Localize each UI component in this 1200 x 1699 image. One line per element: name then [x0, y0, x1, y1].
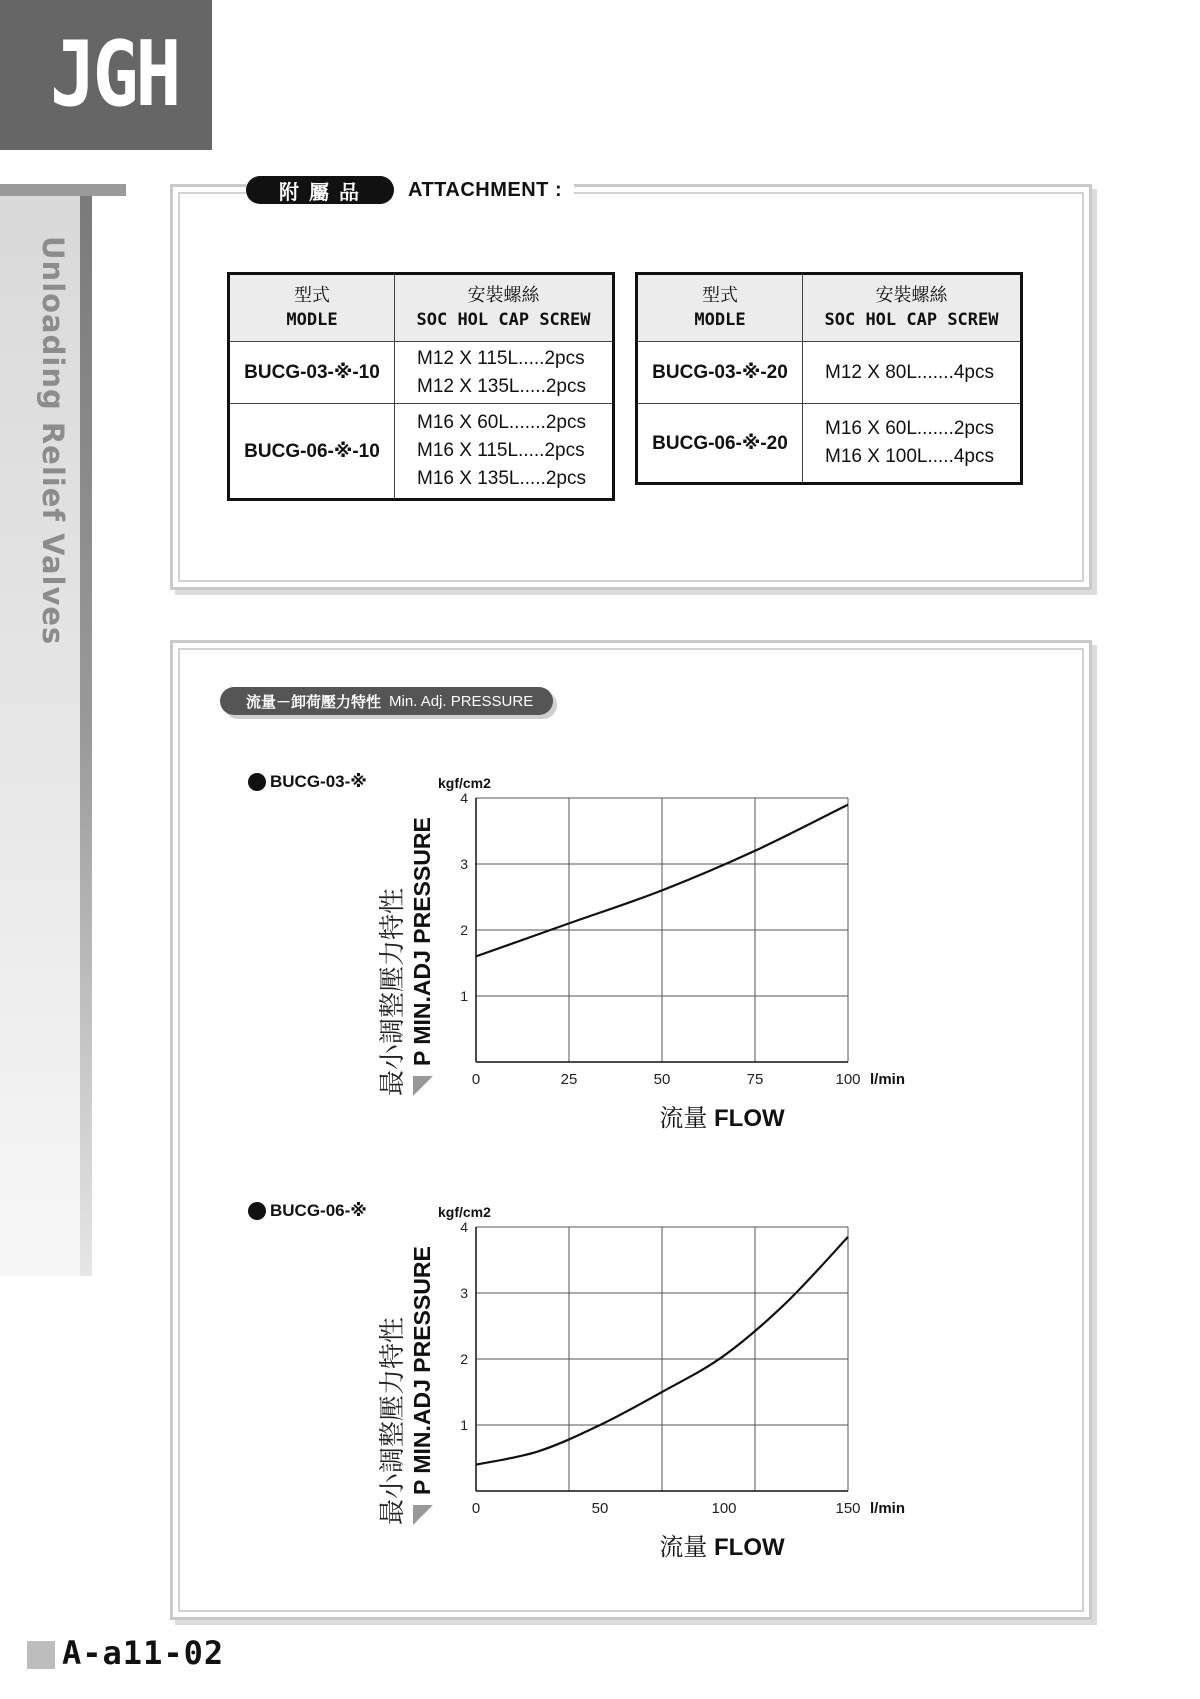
y-tick-label: 1 — [460, 988, 468, 1004]
y-unit-label: kgf/cm2 — [438, 775, 491, 791]
y-tick-label: 2 — [460, 922, 468, 938]
y-tick-label: 4 — [460, 790, 468, 806]
table-header-model: 型式 MODLE — [229, 274, 395, 342]
brand-logo: JGH — [50, 22, 178, 127]
bullet-icon — [248, 1202, 266, 1220]
table-cell-screws: M12 X 115L.....2pcs M12 X 135L.....2pcs — [395, 342, 614, 404]
attachment-table-20 — [635, 272, 1023, 485]
x-tick-label: 150 — [835, 1500, 861, 1517]
y-tick-label: 3 — [460, 856, 468, 872]
x-unit-label: l/min — [870, 1071, 906, 1088]
table-header-screw: 安裝螺絲 SOC HOL CAP SCREW — [803, 274, 1022, 342]
table-cell-model: BUCG-03-※-10 — [229, 342, 395, 404]
attachment-table-10 — [227, 272, 615, 501]
y-tick-label: 4 — [460, 1219, 468, 1235]
y-tick-label: 1 — [460, 1417, 468, 1433]
x-tick-label: 50 — [653, 1071, 671, 1088]
x-tick-label: 100 — [835, 1071, 861, 1088]
x-unit-label: l/min — [870, 1500, 906, 1517]
x-tick-label: 25 — [560, 1071, 578, 1088]
x-tick-label: 75 — [746, 1071, 764, 1088]
attachment-label: ATTACHMENT : — [408, 178, 563, 201]
table-cell-model: BUCG-03-※-20 — [637, 342, 803, 404]
footer-marker — [27, 1641, 55, 1669]
table-header-model: 型式 MODLE — [637, 274, 803, 342]
table-cell-screws: M12 X 80L.......4pcs — [803, 342, 1022, 404]
x-axis-title: 流量 FLOW — [659, 1534, 785, 1561]
x-tick-label: 100 — [711, 1500, 737, 1517]
table-cell-screws: M16 X 60L.......2pcs M16 X 115L.....2pcs M16 X 135L.....2pcs — [395, 404, 614, 500]
chart-2-bucg-06 — [340, 1199, 940, 1599]
y-axis-label-zh: 最小調整壓力特性 — [377, 887, 407, 1096]
x-tick-label: 50 — [591, 1500, 609, 1517]
y-tick-label: 3 — [460, 1285, 468, 1301]
chart-1-series-label: BUCG-03-※ — [248, 772, 367, 792]
table-header-screw: 安裝螺絲 SOC HOL CAP SCREW — [395, 274, 614, 342]
y-axis-label-en: P MIN.ADJ PRESSURE — [409, 636, 436, 1096]
pressure-section-badge: 流量－卸荷壓力特性 Min. Adj. PRESSURE — [220, 687, 553, 715]
y-axis-label-en: P MIN.ADJ PRESSURE — [409, 1065, 436, 1525]
x-tick-label: 0 — [471, 1500, 481, 1517]
table-cell-screws: M16 X 60L.......2pcs M16 X 100L.....4pcs — [803, 404, 1022, 484]
y-unit-label: kgf/cm2 — [438, 1204, 491, 1220]
attachment-heading — [246, 176, 574, 204]
attachment-badge: 附屬品 — [246, 176, 394, 204]
y-axis-label-zh: 最小調整壓力特性 — [377, 1316, 407, 1525]
sidebar-divider — [80, 196, 92, 1276]
chart-2-series-label: BUCG-06-※ — [248, 1201, 367, 1221]
bullet-icon — [248, 773, 266, 791]
page-code: A-a11-02 — [62, 1634, 225, 1672]
sidebar-top-bar — [0, 184, 126, 196]
x-tick-label: 0 — [471, 1071, 481, 1088]
table-cell-model: BUCG-06-※-10 — [229, 404, 395, 500]
y-tick-label: 2 — [460, 1351, 468, 1367]
sidebar-title: Unloading Relief Valves — [36, 236, 70, 646]
x-axis-title: 流量 FLOW — [659, 1105, 785, 1132]
brand-logo-block — [0, 0, 212, 150]
table-cell-model: BUCG-06-※-20 — [637, 404, 803, 484]
